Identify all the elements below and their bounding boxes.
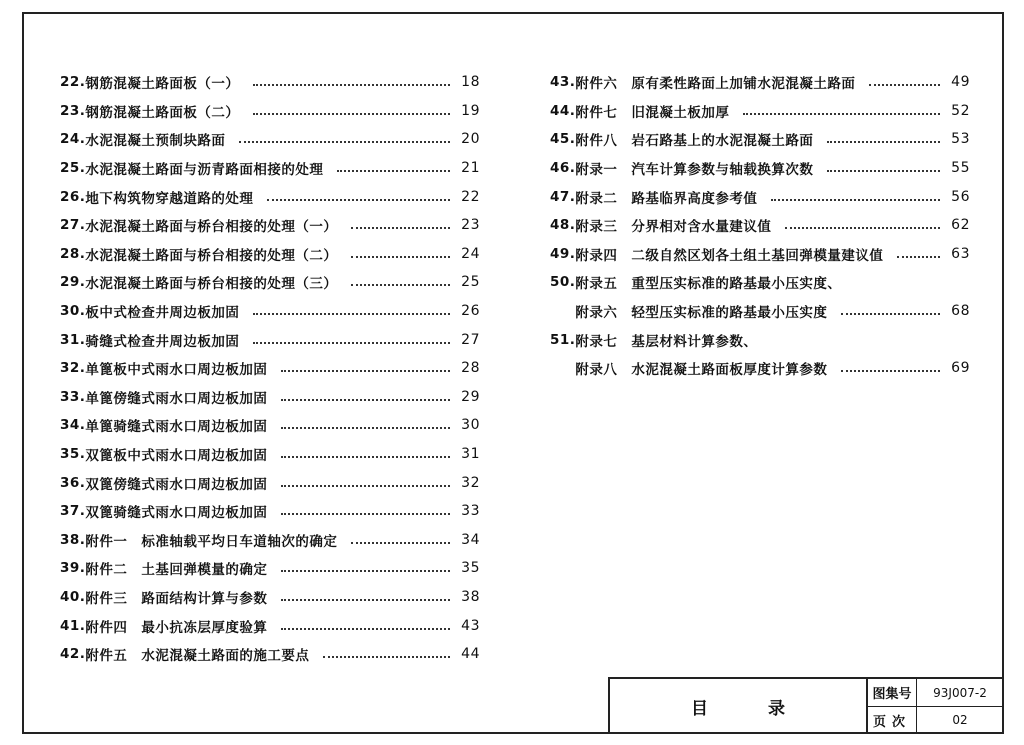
toc-entry-page: 53 bbox=[951, 131, 970, 148]
toc-entry-number: 32. bbox=[60, 360, 86, 377]
toc-entry bbox=[60, 297, 480, 326]
toc-entry-title: 水泥混凝土预制块路面 bbox=[85, 133, 226, 150]
atlas-number-label: 图集号 bbox=[868, 679, 917, 707]
toc-entry-title: 双篦骑缝式雨水口周边板加固 bbox=[85, 505, 268, 522]
toc-leader-dots bbox=[281, 427, 450, 429]
toc-entry-page: 52 bbox=[951, 102, 970, 119]
toc-entry-title: 附录一 汽车计算参数与轴载换算次数 bbox=[575, 162, 814, 179]
toc-entry bbox=[60, 468, 480, 497]
toc-entry-number: 28. bbox=[60, 245, 86, 262]
toc-entry-page: 21 bbox=[461, 160, 480, 177]
toc-entry-title: 板中式检查井周边板加固 bbox=[85, 305, 240, 322]
toc-entry bbox=[60, 211, 480, 240]
toc-entry-page: 34 bbox=[461, 531, 480, 548]
toc-entry-title: 附件七 旧混凝土板加厚 bbox=[575, 104, 730, 121]
title-block-heading bbox=[608, 677, 866, 734]
toc-entry bbox=[550, 240, 970, 269]
toc-leader-dots bbox=[253, 113, 450, 115]
toc-entry-page: 55 bbox=[951, 160, 970, 177]
toc-entry-title: 单篦傍缝式雨水口周边板加固 bbox=[85, 390, 268, 407]
toc-entry-number: 49. bbox=[550, 245, 576, 262]
toc-leader-dots bbox=[239, 141, 450, 143]
toc-leader-dots bbox=[281, 485, 450, 487]
toc-entry bbox=[60, 182, 480, 211]
toc-leader-dots bbox=[281, 399, 450, 401]
toc-leader-dots bbox=[351, 542, 450, 544]
toc-leader-dots bbox=[253, 342, 450, 344]
toc-leader-dots bbox=[351, 227, 450, 229]
toc-entry-number: 22. bbox=[60, 74, 86, 91]
toc-entry-page: 30 bbox=[461, 417, 480, 434]
toc-entry-page: 35 bbox=[461, 560, 480, 577]
toc-entry bbox=[550, 297, 970, 326]
toc-entry bbox=[550, 97, 970, 126]
toc-entry-number: 25. bbox=[60, 160, 86, 177]
toc-entry-number: 30. bbox=[60, 303, 86, 320]
toc-entry-title: 附件一 标准轴载平均日车道轴次的确定 bbox=[85, 533, 338, 550]
toc-entry-number: 51. bbox=[550, 331, 576, 348]
toc-entry-page: 19 bbox=[461, 102, 480, 119]
toc-entry-title: 骑缝式检查井周边板加固 bbox=[85, 333, 240, 350]
toc-entry-number: 23. bbox=[60, 102, 86, 119]
toc-leader-dots bbox=[253, 313, 450, 315]
toc-entry-title: 附录七 基层材料计算参数、 bbox=[575, 333, 758, 350]
toc-entry-page: 62 bbox=[951, 217, 970, 234]
toc-leader-dots bbox=[281, 370, 450, 372]
toc-entry-title: 附件二 土基回弹模量的确定 bbox=[85, 562, 268, 579]
toc-entry-title: 附录六 轻型压实标准的路基最小压实度 bbox=[575, 305, 828, 322]
toc-entry-number: 27. bbox=[60, 217, 86, 234]
toc-entry-title: 附件四 最小抗冻层厚度验算 bbox=[85, 619, 268, 636]
toc-leader-dots bbox=[253, 84, 450, 86]
toc-entry-number: 41. bbox=[60, 617, 86, 634]
toc-leader-dots bbox=[771, 199, 940, 201]
toc-entry-title: 水泥混凝土路面与沥青路面相接的处理 bbox=[85, 162, 324, 179]
toc-entry bbox=[60, 240, 480, 269]
toc-entry-page: 68 bbox=[951, 303, 970, 320]
toc-right-column bbox=[550, 68, 970, 383]
toc-entry-page: 25 bbox=[461, 274, 480, 291]
toc-entry-number: 43. bbox=[550, 74, 576, 91]
toc-entry-title: 钢筋混凝土路面板（一） bbox=[85, 76, 240, 93]
toc-entry bbox=[60, 497, 480, 526]
toc-leader-dots bbox=[869, 84, 940, 86]
toc-entry bbox=[550, 325, 970, 354]
toc-entry-title: 水泥混凝土路面与桥台相接的处理（一） bbox=[85, 219, 338, 236]
title-block-info bbox=[866, 677, 1004, 734]
toc-entry bbox=[550, 354, 970, 383]
toc-entry-page: 63 bbox=[951, 245, 970, 262]
toc-leader-dots bbox=[281, 570, 450, 572]
toc-entry-page: 44 bbox=[461, 646, 480, 663]
toc-leader-dots bbox=[281, 599, 450, 601]
toc-entry-page: 24 bbox=[461, 245, 480, 262]
toc-leader-dots bbox=[841, 370, 940, 372]
toc-entry-number: 40. bbox=[60, 588, 86, 605]
toc-entry bbox=[550, 268, 970, 297]
toc-entry bbox=[60, 68, 480, 97]
toc-entry-page: 27 bbox=[461, 331, 480, 348]
title-block bbox=[608, 677, 1004, 734]
toc-leader-dots bbox=[281, 628, 450, 630]
toc-entry-title: 水泥混凝土路面与桥台相接的处理（二） bbox=[85, 247, 338, 264]
toc-entry bbox=[550, 125, 970, 154]
toc-entry-page: 26 bbox=[461, 303, 480, 320]
toc-entry-number: 35. bbox=[60, 446, 86, 463]
toc-entry-page: 31 bbox=[461, 446, 480, 463]
toc-entry bbox=[60, 583, 480, 612]
toc-left-column bbox=[60, 68, 480, 668]
toc-entry bbox=[550, 154, 970, 183]
toc-entry bbox=[60, 411, 480, 440]
toc-entry bbox=[60, 268, 480, 297]
toc-entry-page: 32 bbox=[461, 474, 480, 491]
toc-leader-dots bbox=[827, 170, 940, 172]
toc-entry-page: 28 bbox=[461, 360, 480, 377]
toc-entry bbox=[60, 611, 480, 640]
toc-leader-dots bbox=[267, 199, 450, 201]
toc-entry bbox=[60, 440, 480, 469]
title-char-2: 录 bbox=[768, 699, 785, 719]
toc-entry-number: 31. bbox=[60, 331, 86, 348]
toc-entry-title: 水泥混凝土路面与桥台相接的处理（三） bbox=[85, 276, 338, 293]
toc-entry-number: 48. bbox=[550, 217, 576, 234]
toc-entry-page: 69 bbox=[951, 360, 970, 377]
toc-leader-dots bbox=[351, 256, 450, 258]
toc-entry-number: 42. bbox=[60, 646, 86, 663]
toc-entry-title: 单篦骑缝式雨水口周边板加固 bbox=[85, 419, 268, 436]
toc-entry-number: 44. bbox=[550, 102, 576, 119]
toc-entry-page: 29 bbox=[461, 388, 480, 405]
toc-entry-title: 附件八 岩石路基上的水泥混凝土路面 bbox=[575, 133, 814, 150]
toc-leader-dots bbox=[897, 256, 940, 258]
toc-entry bbox=[550, 182, 970, 211]
toc-entry-number: 24. bbox=[60, 131, 86, 148]
toc-entry-page: 22 bbox=[461, 188, 480, 205]
toc-entry-number: 26. bbox=[60, 188, 86, 205]
toc-entry bbox=[60, 154, 480, 183]
toc-entry-title: 附录五 重型压实标准的路基最小压实度、 bbox=[575, 276, 842, 293]
toc-leader-dots bbox=[827, 141, 940, 143]
toc-entry-number: 36. bbox=[60, 474, 86, 491]
toc-entry-title: 钢筋混凝土路面板（二） bbox=[85, 104, 240, 121]
toc-entry-title: 附件六 原有柔性路面上加铺水泥混凝土路面 bbox=[575, 76, 856, 93]
toc-entry bbox=[60, 640, 480, 669]
toc-entry-title: 附件三 路面结构计算与参数 bbox=[85, 590, 268, 607]
toc-entry-page: 38 bbox=[461, 588, 480, 605]
toc-entry-title: 双篦板中式雨水口周边板加固 bbox=[85, 448, 268, 465]
toc-entry-page: 18 bbox=[461, 74, 480, 91]
toc-entry bbox=[550, 211, 970, 240]
toc-leader-dots bbox=[785, 227, 940, 229]
toc-entry bbox=[60, 325, 480, 354]
page-number-value: 02 bbox=[952, 713, 968, 727]
toc-entry bbox=[550, 68, 970, 97]
toc-entry bbox=[60, 354, 480, 383]
title-char-1: 目 bbox=[691, 699, 708, 719]
toc-leader-dots bbox=[323, 656, 450, 658]
toc-entry-title: 单篦板中式雨水口周边板加固 bbox=[85, 362, 268, 379]
toc-entry-page: 43 bbox=[461, 617, 480, 634]
toc-entry bbox=[60, 97, 480, 126]
toc-entry-number: 33. bbox=[60, 388, 86, 405]
toc-entry-page: 49 bbox=[951, 74, 970, 91]
toc-entry bbox=[60, 526, 480, 555]
toc-entry-title: 附录八 水泥混凝土路面板厚度计算参数 bbox=[575, 362, 828, 379]
toc-entry-number: 39. bbox=[60, 560, 86, 577]
toc-leader-dots bbox=[281, 513, 450, 515]
toc-entry-title: 附件五 水泥混凝土路面的施工要点 bbox=[85, 648, 310, 665]
toc-entry bbox=[60, 125, 480, 154]
toc-entry-title: 地下构筑物穿越道路的处理 bbox=[85, 190, 254, 207]
toc-leader-dots bbox=[841, 313, 940, 315]
page-number-label: 页次 bbox=[868, 706, 917, 734]
toc-entry-number: 50. bbox=[550, 274, 576, 291]
toc-entry-number: 29. bbox=[60, 274, 86, 291]
toc-entry-page: 33 bbox=[461, 503, 480, 520]
toc-entry-title: 附录四 二级自然区划各土组土基回弹模量建议值 bbox=[575, 247, 884, 264]
toc-entry-title: 附录三 分界相对含水量建议值 bbox=[575, 219, 772, 236]
toc-entry-page: 23 bbox=[461, 217, 480, 234]
toc-entry bbox=[60, 554, 480, 583]
toc-entry-number: 38. bbox=[60, 531, 86, 548]
toc-leader-dots bbox=[337, 170, 450, 172]
toc-entry-title: 附录二 路基临界高度参考值 bbox=[575, 190, 758, 207]
toc-entry-number: 47. bbox=[550, 188, 576, 205]
toc-entry-page: 56 bbox=[951, 188, 970, 205]
toc-entry-number: 45. bbox=[550, 131, 576, 148]
toc-leader-dots bbox=[281, 456, 450, 458]
toc-entry-number: 34. bbox=[60, 417, 86, 434]
toc-leader-dots bbox=[743, 113, 940, 115]
toc-leader-dots bbox=[351, 284, 450, 286]
toc-entry-number: 37. bbox=[60, 503, 86, 520]
toc-entry-title: 双篦傍缝式雨水口周边板加固 bbox=[85, 476, 268, 493]
toc-entry bbox=[60, 383, 480, 412]
toc-entry-number: 46. bbox=[550, 160, 576, 177]
atlas-number-value: 93J007-2 bbox=[916, 679, 1004, 707]
toc-entry-page: 20 bbox=[461, 131, 480, 148]
